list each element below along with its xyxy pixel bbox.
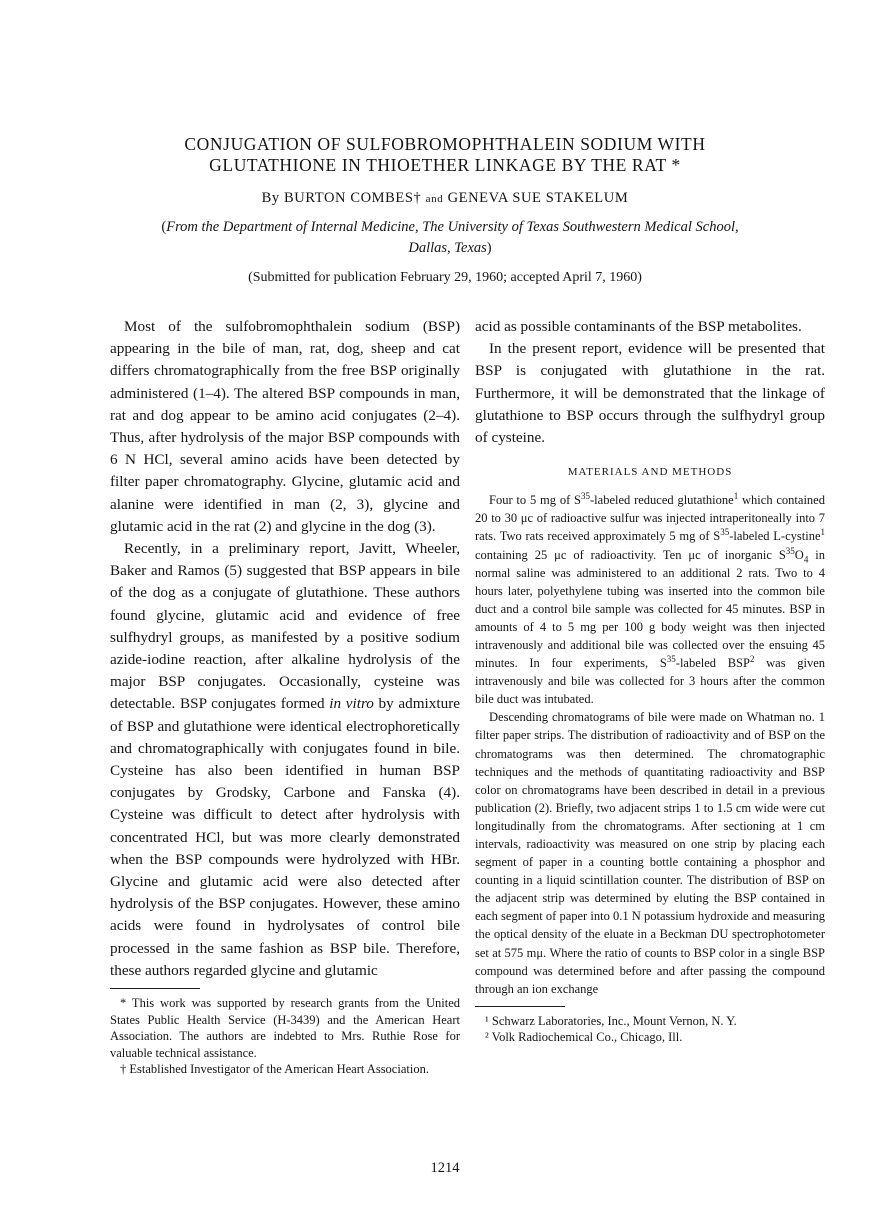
- methods-paragraph-1: Four to 5 mg of $S^{35}$-labeled reduced glutathione$^1$ which contained 20 to 30 μc of radioactive sulfur was injected intraperitoneally into 7 rats. Two rats received approximately 5 mg of $S^{35}$-labeled L-cystine$^1$ containing 25 μc of radioactivity. Ten μc of inorganic $S^{35}O_4$ in normal saline was administered to an additional 2 rats. Two to 4 hours later, polyethylene tubing was inserted into the common bile duct and a control bile sample was collected for 45 minutes. BSP in amounts of 4 to 5 mg per 100 g body weight was then injected intravenously and additional bile was collected over the ensuing 45 minutes. In four experiments, $S^{35}$-labeled BSP$^2$ was given intravenously and bile was collected for 3 hours after the common bile duct was intubated.: [475, 491, 825, 707]
- page-number: 1214: [430, 1160, 460, 1176]
- affiliation: [160, 217, 740, 259]
- by-label: By: [261, 190, 280, 206]
- and-label: and: [425, 193, 444, 205]
- right-column: [475, 316, 825, 1046]
- submission-dates: (Submitted for publication February 29, 1960; accepted April 7, 1960): [248, 270, 642, 285]
- left-column: [110, 316, 460, 1078]
- affiliation-text: From the Department of Internal Medicine, The University of Texas Southwestern Medical School, Dallas, Texas: [166, 219, 739, 256]
- methods-paragraph-2: Descending chromatograms of bile were made on Whatman no. 1 filter paper strips. The distribution of radioactivity and of BSP on the chromatograms was then determined. The chromatographic techniques and the methods of quantitating radioactivity and BSP color on chromatograms have been described in detail in a previous publication (2). Briefly, two adjacent strips 1 to 1.5 cm wide were cut longitudinally from the chromatograms. After sectioning at 1 cm intervals, radioactivity was measured on one strip by placing each segment of paper in a counting bottle containing a phosphor and counting in a liquid scintillation counter. The distribution of BSP on the adjacent strip was determined by eluting the BSP contained in each segment of paper into 0.1 N potassium hydroxide and measuring the optical density of the eluate in a Beckman DU spectrophotometer set at 575 mμ. Where the ratio of counts to BSP color in a single BSP compound was determined before and after passing the compound through an ion exchange: [475, 710, 825, 996]
- intro-p2-text-a: Recently, in a preliminary report, Javitt, Wheeler, Baker and Ramos (5) suggested that BSP appears in bile of the dog as a conjugate of glutathione. These authors found glycine, glutamic acid and evidence of free sulfhydryl groups, as manifested by a positive sodium azide-iodine reaction, after alkaline hydrolysis of the major BSP conjugates. Occasionally, cysteine was detectable. BSP conjugates formed: [110, 540, 460, 713]
- affiliation-close: ): [486, 240, 492, 256]
- footnote-investigator: † Established Investigator of the American Heart Association.: [120, 1062, 429, 1077]
- author-2: GENEVA SUE STAKELUM: [447, 190, 629, 206]
- title-line-2: GLUTATHIONE IN THIOETHER LINKAGE BY THE RAT *: [209, 155, 681, 175]
- intro-paragraph-1: Most of the sulfobromophthalein sodium (BSP) appearing in the bile of man, rat, dog, sheep and cat differs chromatographically from the free BSP originally administered (1–4). The altered BSP compounds in man, rat and dog appear to be amino acid conjugates (2–4). Thus, after hydrolysis of the major BSP compounds with 6 N HCl, several amino acids have been detected by filter paper chromatography. Glycine, glutamic acid and alanine were identified in man (2, 3), glycine and glutamic acid in the rat (2) and glycine in the dog (3).: [110, 318, 460, 535]
- intro-paragraph-3: In the present report, evidence will be presented that BSP is conjugated with glutathione in the rat. Furthermore, it will be demonstrated that the linkage of glutathione to BSP occurs through the sulfhydryl group of cysteine.: [475, 340, 825, 447]
- title-line-1: CONJUGATION OF SULFOBROMOPHTHALEIN SODIUM WITH: [184, 134, 706, 154]
- intro-paragraph-2: [110, 538, 460, 982]
- section-heading-methods: MATERIALS AND METHODS: [567, 466, 733, 479]
- author-line: [120, 190, 770, 207]
- footnote-rule-right: [475, 1006, 565, 1007]
- intro-p2-italic: in vitro: [329, 695, 374, 713]
- footnote-1: ¹ Schwarz Laboratories, Inc., Mount Vernon, N. Y.: [485, 1013, 737, 1028]
- author-1: BURTON COMBES†: [284, 190, 422, 206]
- article-title: [120, 134, 770, 176]
- footnote-grant: * This work was supported by research grants from the United States Public Health Service (H-3439) and the American Heart Association. The authors are indebted to Mrs. Ruthie Rose for valuable technical assistance.: [110, 996, 460, 1060]
- intro-p2-text-b: by admixture of BSP and glutathione were identical electrophoretically and chromatographically with conjugates found in bile. Cysteine has also been identified in human BSP conjugates by Grodsky, Carbone and Fanska (4). Cysteine was difficult to detect after hydrolysis with concentrated HCl, but was more clearly demonstrated when the BSP compounds were hydrolyzed with HBr. Glycine and glutamic acid were also detected after hydrolysis of the BSP conjugates. However, these amino acids were found in hydrolysates of control bile processed in the same fashion as BSP bile. Therefore, these authors regarded glycine and glutamic: [110, 695, 460, 979]
- intro-paragraph-continued: acid as possible contaminants of the BSP metabolites.: [475, 318, 802, 335]
- footnote-2: ² Volk Radiochemical Co., Chicago, Ill.: [485, 1030, 683, 1045]
- footnote-rule: [110, 988, 200, 989]
- affiliation-open: (: [161, 219, 167, 235]
